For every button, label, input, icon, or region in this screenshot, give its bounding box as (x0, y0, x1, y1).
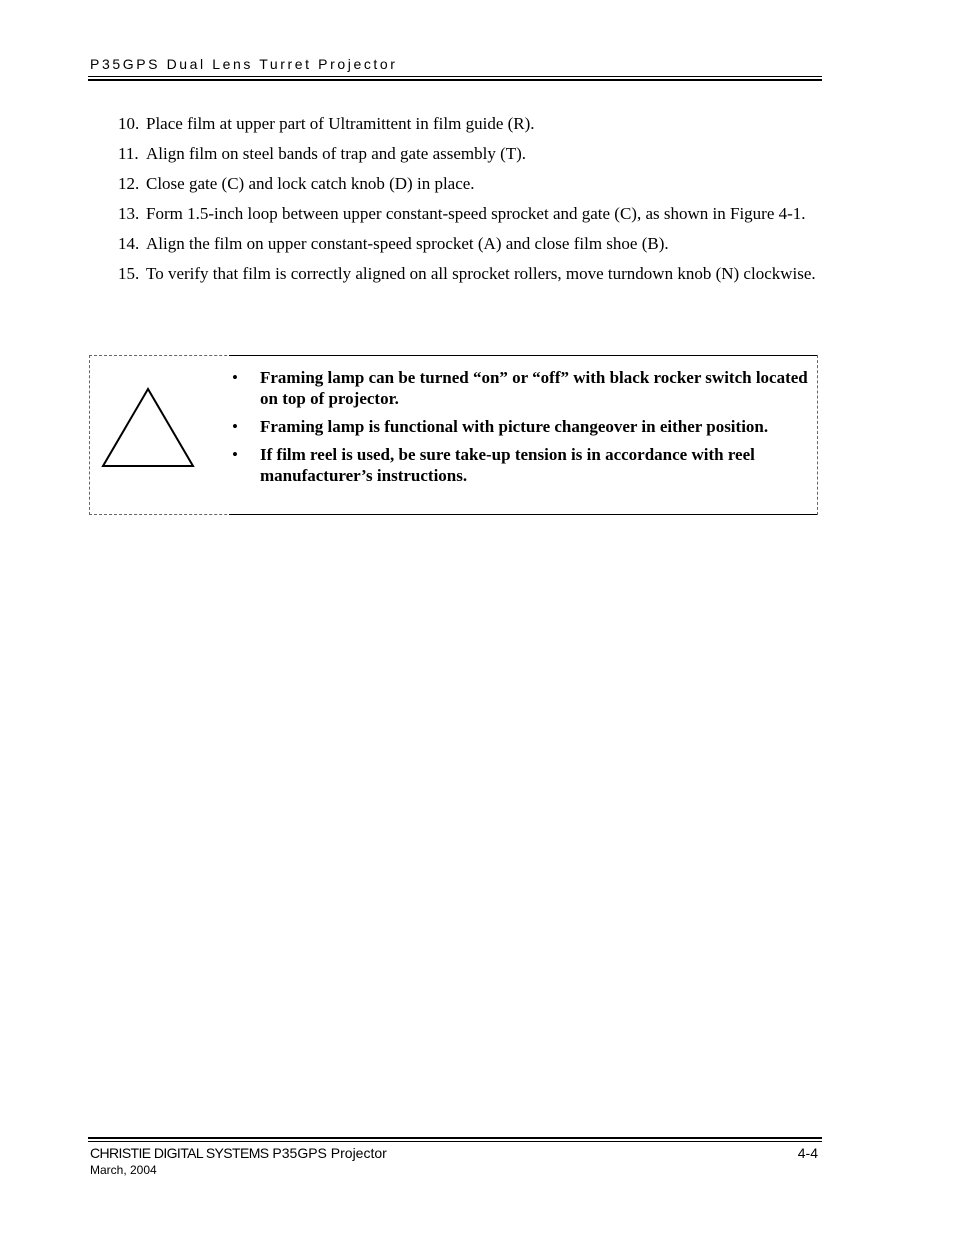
step-text: Align the film on upper constant-speed sprocket (A) and close film shoe (B). (146, 234, 669, 253)
procedure-step (118, 173, 818, 194)
note-text: If film reel is used, be sure take-up tension is in accordance with reel manufacturer’s instructions. (260, 445, 755, 485)
step-number: 11. (118, 144, 139, 163)
step-text: To verify that film is correctly aligned on all sprocket rollers, move turndown knob (N) clockwise. (146, 264, 816, 283)
note-list (230, 367, 810, 493)
step-number: 12. (118, 174, 140, 193)
step-text: Align film on steel bands of trap and gate assembly (T). (146, 144, 527, 163)
procedure-step (118, 113, 818, 134)
procedure-step (118, 203, 818, 224)
caution-triangle-icon (100, 386, 196, 470)
step-text: Place film at upper part of Ultramittent in film guide (R). (146, 114, 535, 133)
step-number: 15. (118, 264, 140, 283)
header-rule-thick (88, 79, 822, 81)
note-item (230, 367, 810, 409)
procedure-step (118, 143, 818, 164)
bullet-icon: • (232, 368, 238, 387)
note-text: Framing lamp can be turned “on” or “off” with black rocker switch located on top of projector. (260, 368, 808, 408)
caution-note-box (89, 355, 818, 515)
step-number: 10. (118, 114, 140, 133)
footer-company: CHRISTIE DIGITAL SYSTEMS (90, 1145, 269, 1161)
footer-date: March, 2004 (90, 1163, 157, 1177)
step-number: 14. (118, 234, 140, 253)
step-number: 13. (118, 204, 140, 223)
step-text: Form 1.5-inch loop between upper constant-speed sprocket and gate (C), as shown in Figure 4-1. (146, 204, 806, 223)
note-text: Framing lamp is functional with picture changeover in either position. (260, 417, 769, 436)
footer-product-line (90, 1145, 387, 1161)
note-item (230, 416, 810, 437)
bullet-icon: • (232, 445, 238, 464)
note-bottom-rule (229, 514, 817, 515)
step-text: Close gate (C) and lock catch knob (D) in place. (146, 174, 475, 193)
procedure-steps (118, 113, 818, 293)
footer-rule-thin (88, 1141, 822, 1142)
page-number: 4-4 (797, 1145, 818, 1161)
note-top-rule (229, 355, 817, 356)
footer-rule-thick (88, 1137, 822, 1139)
header-rule-thin (88, 76, 822, 77)
bullet-icon: • (232, 417, 238, 436)
footer-product: P35GPS Projector (268, 1145, 387, 1161)
procedure-step (118, 263, 818, 284)
procedure-step (118, 233, 818, 254)
note-item (230, 444, 810, 486)
running-header-title: P35GPS Dual Lens Turret Projector (90, 56, 398, 72)
